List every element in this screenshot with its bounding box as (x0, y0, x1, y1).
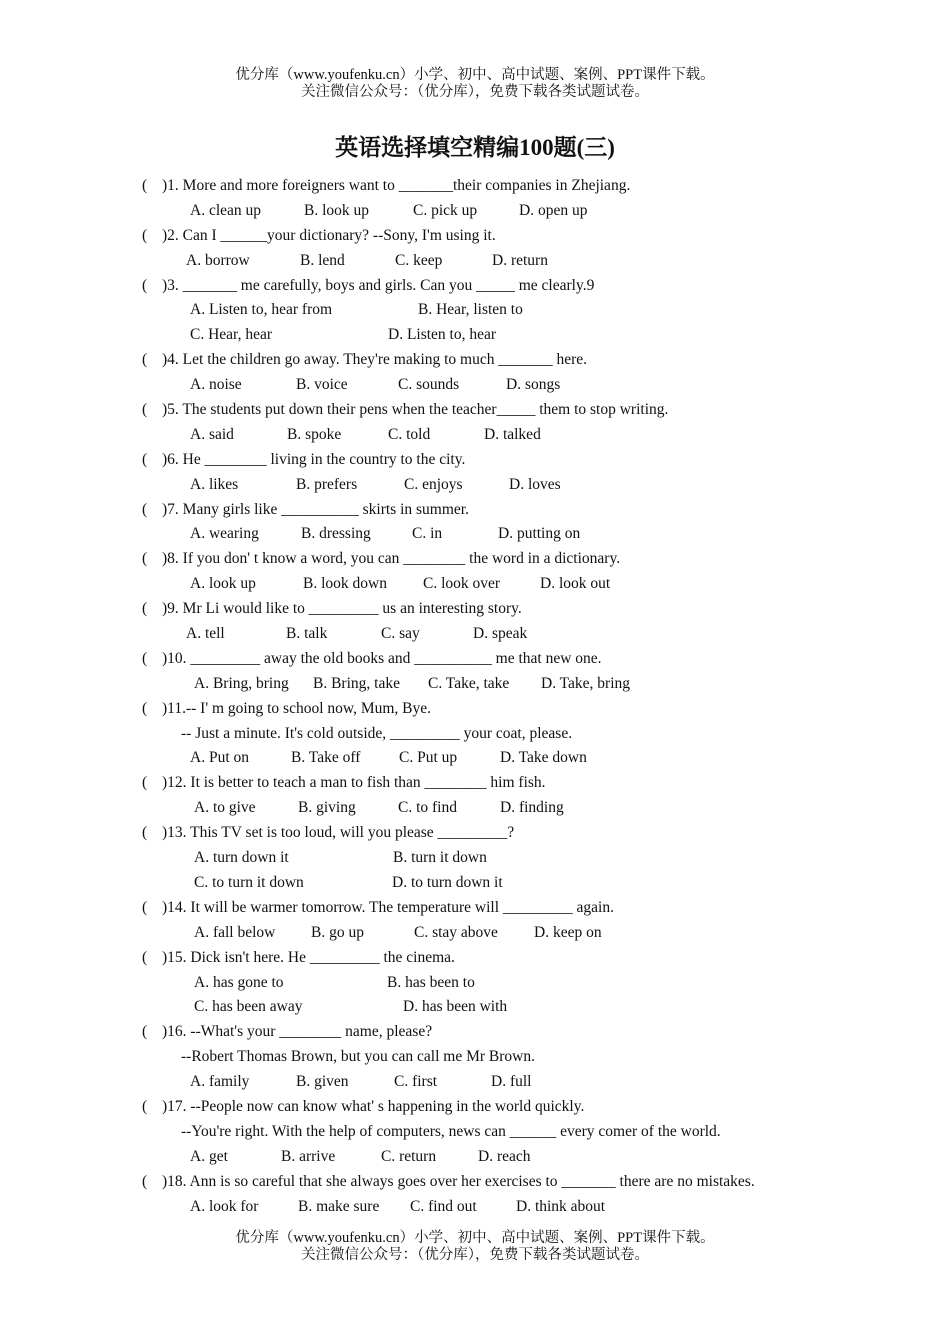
answer-bracket: ( (142, 948, 148, 966)
options-row (142, 921, 842, 946)
answer-option: B. look up (304, 201, 370, 219)
question-15 (142, 946, 842, 971)
question-18 (142, 1170, 842, 1195)
answer-option: D. finding (500, 799, 564, 817)
answer-bracket: ( (142, 401, 148, 419)
answer-bracket: ( (142, 824, 148, 842)
answer-option: B. arrive (281, 1147, 336, 1165)
answer-option: C. to find (398, 799, 457, 817)
question-text: )2. Can I ______your dictionary? --Sony, I'm using it. (162, 226, 496, 244)
question-text: )4. Let the children go away. They're making to much _______ here. (162, 351, 588, 369)
page-footer (0, 1230, 950, 1264)
answer-option: B. Hear, listen to (418, 301, 523, 319)
answer-option: C. say (381, 625, 420, 643)
footer-line-2: 关注微信公众号：（优分库），免费下载各类试题试卷。 (301, 1247, 649, 1263)
answer-option: A. wearing (190, 525, 259, 543)
answer-option: B. dressing (301, 525, 371, 543)
question-text: )1. More and more foreigners want to _______their companies in Zhejiang. (162, 177, 631, 194)
question-8 (142, 547, 842, 572)
options-row (142, 971, 842, 996)
footer-line-1: 优分库（www.youfenku.cn）小学、初中、高中试题、案例、PPT课件下载。 (235, 1230, 715, 1246)
question-text: )12. It is better to teach a man to fish than ________ him fish. (162, 774, 546, 792)
answer-bracket: ( (142, 699, 148, 717)
question-13 (142, 821, 842, 846)
question-text: )5. The students put down their pens when the teacher_____ them to stop writing. (162, 401, 669, 419)
answer-bracket: ( (142, 351, 148, 369)
answer-option: D. open up (519, 201, 588, 219)
answer-option: C. in (412, 525, 443, 543)
answer-bracket: ( (142, 649, 148, 667)
question-6 (142, 448, 842, 473)
answer-option: B. lend (300, 251, 345, 269)
options-row (142, 298, 842, 323)
answer-option: B. Take off (291, 749, 361, 767)
answer-option: A. to give (194, 799, 256, 817)
answer-option: D. Listen to, hear (388, 326, 497, 344)
answer-option: A. get (190, 1147, 228, 1165)
question-10 (142, 647, 842, 672)
question-text: )9. Mr Li would like to _________ us an interesting story. (162, 600, 522, 618)
question-7 (142, 498, 842, 523)
answer-option: C. find out (410, 1197, 477, 1215)
answer-option: C. Hear, hear (190, 326, 273, 344)
options-row (142, 995, 842, 1020)
answer-option: C. return (381, 1147, 437, 1165)
answer-option: B. talk (286, 625, 328, 643)
question-1 (142, 174, 842, 199)
answer-option: D. reach (478, 1147, 531, 1165)
question-dialogue-line: -- Just a minute. It's cold outside, _________ your coat, please. (181, 724, 573, 742)
options-row (142, 199, 842, 224)
answer-bracket: ( (142, 1023, 148, 1041)
options-row (142, 323, 842, 348)
options-row (142, 572, 842, 597)
answer-option: C. Take, take (428, 674, 510, 692)
question-text: )11.-- I' m going to school now, Mum, Bye. (162, 699, 431, 717)
answer-option: B. has been to (387, 973, 475, 991)
answer-option: B. turn it down (393, 849, 487, 867)
answer-option: A. has gone to (194, 973, 284, 991)
answer-option: D. full (491, 1073, 532, 1091)
options-row (142, 522, 842, 547)
answer-option: A. family (190, 1073, 250, 1091)
header-line-2: 关注微信公众号：（优分库），免费下载各类试题试卷。 (301, 84, 649, 100)
question-text: )14. It will be warmer tomorrow. The temperature will _________ again. (162, 898, 614, 916)
answer-option: A. borrow (186, 251, 250, 269)
answer-option: C. told (388, 425, 431, 443)
answer-option: C. to turn it down (194, 873, 304, 891)
answer-bracket: ( (142, 500, 148, 518)
question-text: )10. _________ away the old books and __________ me that new one. (162, 649, 602, 667)
answer-option: A. tell (186, 625, 225, 643)
answer-option: B. given (296, 1073, 349, 1091)
answer-option: A. said (190, 425, 234, 443)
answer-option: B. make sure (298, 1197, 380, 1215)
answer-option: C. keep (395, 251, 443, 269)
question-11 (142, 697, 842, 722)
answer-option: B. look down (303, 575, 387, 593)
question-5 (142, 398, 842, 423)
answer-option: D. songs (506, 376, 561, 394)
answer-option: A. turn down it (194, 849, 289, 867)
question-text: )18. Ann is so careful that she always goes over her exercises to _______ there are no mistakes. (162, 1172, 755, 1190)
answer-option: C. first (394, 1073, 438, 1091)
answer-option: B. go up (311, 923, 364, 941)
answer-option: A. look for (190, 1197, 259, 1215)
question-list (142, 174, 842, 1219)
answer-option: D. has been with (403, 998, 508, 1016)
options-row (142, 746, 842, 771)
question-12 (142, 771, 842, 796)
options-row (142, 1145, 842, 1170)
question-dialogue-line: --You're right. With the help of computers, news can ______ every comer of the world. (181, 1122, 721, 1140)
answer-option: D. speak (473, 625, 528, 643)
answer-option: D. putting on (498, 525, 581, 543)
answer-bracket: ( (142, 600, 148, 618)
answer-option: B. voice (296, 376, 348, 394)
answer-option: B. prefers (296, 475, 358, 493)
answer-bracket: ( (142, 276, 148, 294)
answer-bracket: ( (142, 450, 148, 468)
question-2 (142, 224, 842, 249)
options-row (142, 1195, 842, 1220)
answer-option: D. Take, bring (541, 674, 631, 692)
answer-option: D. think about (516, 1197, 606, 1215)
answer-option: C. stay above (414, 923, 498, 941)
question-text: )15. Dick isn't here. He _________ the cinema. (162, 948, 455, 966)
answer-bracket: ( (142, 550, 148, 568)
page-title: 英语选择填空精编100题(三) (335, 135, 615, 160)
answer-option: C. Put up (399, 749, 458, 767)
question-text: )7. Many girls like __________ skirts in summer. (162, 500, 469, 518)
question-text: )16. --What's your ________ name, please? (162, 1023, 433, 1041)
answer-option: A. Put on (190, 749, 249, 767)
answer-option: A. Bring, bring (194, 674, 289, 692)
answer-option: D. loves (509, 475, 561, 493)
answer-option: B. giving (298, 799, 356, 817)
answer-bracket: ( (142, 1097, 148, 1115)
options-row (142, 846, 842, 871)
answer-option: D. return (492, 251, 548, 269)
answer-option: C. sounds (398, 376, 460, 394)
question-text: )13. This TV set is too loud, will you please _________? (162, 824, 515, 842)
answer-bracket: ( (142, 774, 148, 792)
answer-option: A. clean up (190, 201, 262, 219)
question-text: )3. _______ me carefully, boys and girls. Can you _____ me clearly.9 (162, 276, 595, 294)
options-row (142, 672, 842, 697)
options-row (142, 373, 842, 398)
question-9 (142, 597, 842, 622)
page-header (0, 67, 950, 101)
options-row (142, 1070, 842, 1095)
header-line-1: 优分库（www.youfenku.cn）小学、初中、高中试题、案例、PPT课件下载。 (235, 67, 715, 83)
answer-option: C. enjoys (404, 475, 463, 493)
answer-option: A. Listen to, hear from (190, 301, 333, 319)
answer-option: D. look out (540, 575, 611, 593)
options-row (142, 622, 842, 647)
answer-option: A. likes (190, 475, 239, 493)
answer-option: D. talked (484, 425, 541, 443)
question-text: )6. He ________ living in the country to the city. (162, 450, 466, 468)
answer-option: C. look over (423, 575, 501, 593)
answer-option: B. Bring, take (313, 674, 400, 692)
options-row (142, 249, 842, 274)
question-14 (142, 896, 842, 921)
options-row (142, 871, 842, 896)
answer-bracket: ( (142, 226, 148, 244)
answer-option: A. noise (190, 376, 242, 394)
answer-option: D. keep on (534, 923, 602, 941)
question-3 (142, 274, 842, 299)
answer-option: A. look up (190, 575, 256, 593)
question-4 (142, 348, 842, 373)
options-row (142, 423, 842, 448)
question-17 (142, 1095, 842, 1120)
answer-option: B. spoke (287, 425, 342, 443)
options-row (142, 473, 842, 498)
question-dialogue-line: --Robert Thomas Brown, but you can call me Mr Brown. (181, 1048, 535, 1066)
question-text: )17. --People now can know what' s happening in the world quickly. (162, 1097, 585, 1115)
answer-option: A. fall below (194, 923, 276, 941)
question-16 (142, 1020, 842, 1045)
answer-option: C. has been away (194, 998, 303, 1016)
question-text: )8. If you don' t know a word, you can ________ the word in a dictionary. (162, 550, 621, 568)
answer-option: D. Take down (500, 749, 587, 767)
answer-option: D. to turn down it (392, 873, 503, 891)
answer-bracket: ( (142, 898, 148, 916)
answer-bracket: ( (142, 1172, 148, 1190)
options-row (142, 796, 842, 821)
answer-option: C. pick up (413, 201, 478, 219)
answer-bracket: ( (142, 177, 148, 194)
